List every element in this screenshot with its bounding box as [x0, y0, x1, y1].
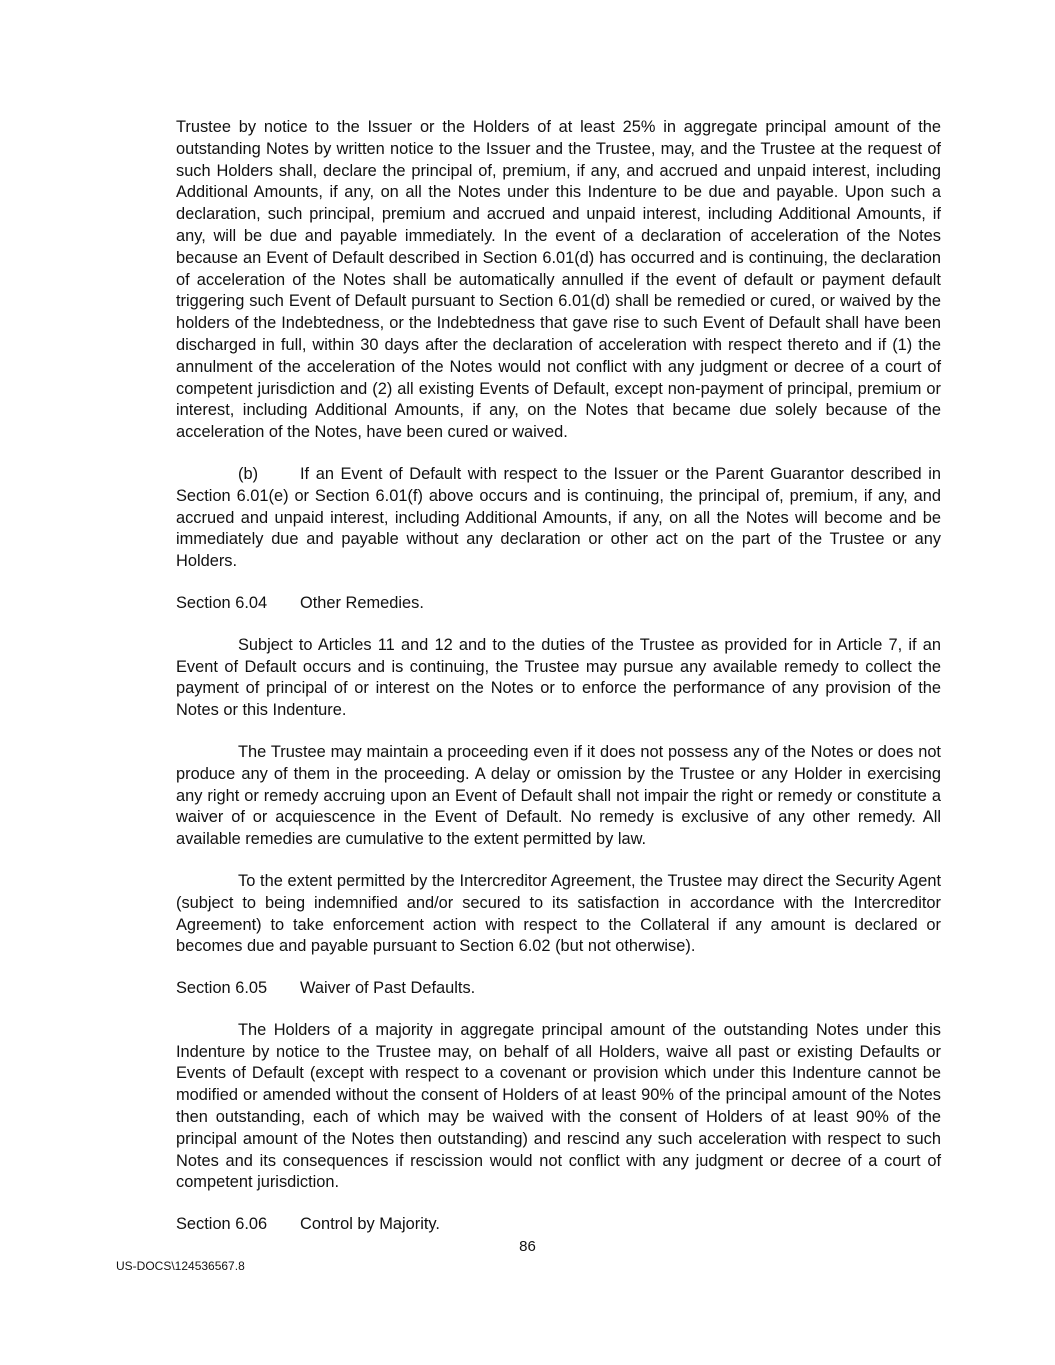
paragraph-intercreditor: To the extent permitted by the Intercreditor Agreement, the Trustee may direct the Security Agent (subject to being indemnified and/or secured to its satisfaction in accordance with the Intercreditor Agreement) to take enforcement action with respect to the Collateral if any amount is declared or becomes due and payable pursuant to Section 6.02 (but not otherwise). [176, 871, 941, 956]
section-number: Section 6.05 [176, 979, 268, 998]
section-title: Waiver of Past Defaults. [300, 979, 476, 998]
paragraph-b [176, 464, 941, 573]
paragraph-label: (b) [238, 464, 259, 483]
section-heading-6-05 [176, 978, 941, 1000]
section-title: Other Remedies. [300, 593, 424, 612]
document-id-footer: US-DOCS\124536567.8 [116, 1259, 245, 1274]
section-number: Section 6.06 [176, 1215, 268, 1234]
section-heading-6-06 [176, 1214, 941, 1236]
section-title: Control by Majority. [300, 1215, 440, 1234]
paragraph-text: If an Event of Default with respect to the Issuer or the Parent Guarantor described in Section 6.01(e) or Section 6.01(f) above occurs and is continuing, the principal of, premium, if any, and accrued and unpaid interest, including Additional Amounts, if any, on all the Notes will become and be immediately due and payable without any declaration or other act on the part of the Trustee or any Holders. [176, 464, 941, 571]
paragraph-waiver: The Holders of a majority in aggregate principal amount of the outstanding Notes under this Indenture by notice to the Trustee may, on behalf of all Holders, waive all past or existing Defaults or Events of Default (except with respect to a covenant or provision which under this Indenture cannot be modified or amended without the consent of Holders of at least 90% of the principal amount of the Notes then outstanding, each of which may be waived with the consent of Holders of at least 90% of the principal amount of the Notes then outstanding) and rescind any such acceleration with respect to such Notes and its consequences if rescission would not conflict with any judgment or decree of a court of competent jurisdiction. [176, 1020, 941, 1192]
paragraph-remedies: Subject to Articles 11 and 12 and to the duties of the Trustee as provided for in Article 7, if an Event of Default occurs and is continuing, the Trustee may pursue any available remedy to collect the payment of principal of or interest on the Notes or to enforce the performance of any provision of the Notes or this Indenture. [176, 635, 941, 720]
paragraph-acceleration: Trustee by notice to the Issuer or the Holders of at least 25% in aggregate principal amount of the outstanding Notes by written notice to the Issuer and the Trustee, may, and the Trustee at the request of such Holders shall, declare the principal of, premium, if any, and accrued and unpaid interest, including Additional Amounts, if any, on all the Notes under this Indenture to be due and payable. Upon such a declaration, such principal, premium and accrued and unpaid interest, including Additional Amounts, if any, will be due and payable immediately. In the event of a declaration of acceleration of the Notes because an Event of Default described in Section 6.01(d) has occurred and is continuing, the declaration of acceleration of the Notes shall be automatically annulled if the event of default or payment default triggering such Event of Default pursuant to Section 6.01(d) shall be remedied or cured, or waived by the holders of the Indebtedness, or the Indebtedness that gave rise to such Event of Default shall have been discharged in full, within 30 days after the declaration of acceleration with respect thereto and if (1) the annulment of the acceleration of the Notes would not conflict with any judgment or decree of a court of competent jurisdiction and (2) all existing Events of Default, except non-payment of principal, premium or interest, including Additional Amounts, if any, on the Notes that became due solely because of the acceleration of the Notes, have been cured or waived. [176, 118, 941, 442]
page-number: 86 [519, 1238, 536, 1256]
section-number: Section 6.04 [176, 593, 268, 612]
paragraph-proceeding: The Trustee may maintain a proceeding even if it does not possess any of the Notes or does not produce any of them in the proceeding. A delay or omission by the Trustee or any Holder in exercising any right or remedy accruing upon an Event of Default shall not impair the right or remedy or constitute a waiver of or acquiescence in the Event of Default. No remedy is exclusive of any other remedy. All available remedies are cumulative to the extent permitted by law. [176, 742, 941, 849]
section-heading-6-04 [176, 593, 941, 615]
document-page [116, 117, 941, 1274]
